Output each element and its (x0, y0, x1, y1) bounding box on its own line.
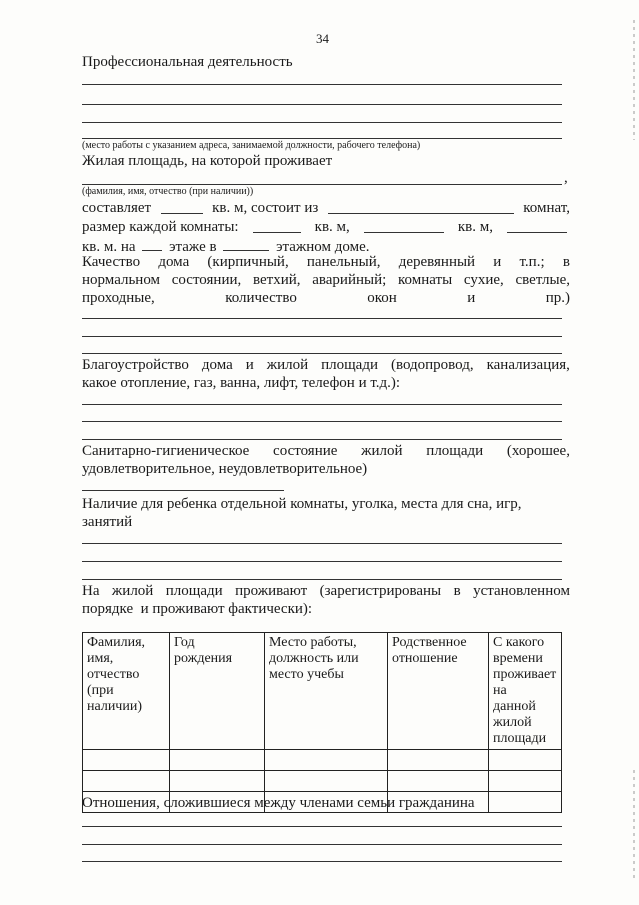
residents-table (82, 632, 562, 813)
word: окон (367, 290, 397, 306)
living-line-1 (82, 200, 570, 217)
header-fullname: Фамилия, имя, отчество (при наличии) (83, 633, 170, 750)
word: комнаты (398, 272, 453, 288)
text: кв. м, (314, 219, 350, 235)
residents-line-1 (82, 583, 570, 600)
child-line-1: Наличие для ребенка отдельной комнаты, уголка, места для сна, игр, (82, 496, 522, 512)
sanitary-line-1 (82, 443, 570, 460)
table-cell[interactable] (489, 771, 562, 792)
word: (водопровод, (390, 357, 474, 373)
table-cell[interactable] (83, 771, 170, 792)
blank-rooms[interactable] (328, 200, 514, 214)
table-row (83, 750, 562, 771)
text: кв. м, состоит из (212, 200, 319, 216)
header-since: С какого времени проживает на данной жилой площади (489, 633, 562, 750)
word: аварийный; (312, 272, 387, 288)
header-relation: Родственное отношение (388, 633, 489, 750)
word: (кирпичный, (207, 254, 289, 270)
word: дома (158, 254, 190, 270)
table-cell[interactable] (489, 750, 562, 771)
word: площади (426, 443, 484, 459)
child-line-2: занятий (82, 514, 133, 530)
table-cell[interactable] (265, 750, 388, 771)
blank-floor[interactable] (142, 237, 162, 251)
professional-title: Профессиональная деятельность (82, 54, 293, 70)
text: размер каждой комнаты: (82, 219, 239, 235)
word: состоянии, (171, 272, 242, 288)
table-cell[interactable] (388, 750, 489, 771)
word: канализация, (486, 357, 570, 373)
sanitary-line-2: удовлетворительное, неудовлетворительное) (82, 461, 368, 477)
header-workplace: Место работы, должность или место учебы (265, 633, 388, 750)
table-header-row (83, 633, 562, 750)
blank-line[interactable] (82, 826, 562, 827)
table-cell[interactable] (170, 771, 265, 792)
word: (хорошее, (506, 443, 570, 459)
blank-line[interactable] (82, 579, 562, 580)
blank-line[interactable] (82, 439, 562, 440)
word: светлые, (515, 272, 570, 288)
text: этаже в (169, 239, 217, 255)
word: жилой (111, 583, 154, 599)
word: Благоустройство (82, 357, 189, 373)
word: в (453, 583, 461, 599)
quality-line-2 (82, 272, 570, 289)
amenities-line-2: какое отопление, газ, ванна, лифт, телефон и т.д.): (82, 375, 401, 391)
text: кв. м, (457, 219, 493, 235)
word: жилой (361, 443, 403, 459)
word: и (467, 290, 476, 306)
blank-room-size[interactable] (507, 219, 567, 233)
blank-line[interactable] (82, 138, 562, 139)
blank-line[interactable] (82, 122, 562, 123)
blank-line[interactable] (82, 184, 562, 185)
blank-line[interactable] (82, 84, 562, 85)
table-row (83, 771, 562, 792)
word: Санитарно-гигиеническое (82, 443, 250, 459)
blank-line[interactable] (82, 490, 284, 491)
blank-floors-total[interactable] (223, 237, 269, 251)
residents-line-2: порядке и проживают фактически): (82, 601, 313, 617)
word: Качество (82, 254, 141, 270)
word: проходные, (82, 290, 155, 306)
blank-line[interactable] (82, 421, 562, 422)
living-comma: , (564, 170, 568, 186)
word: сухие, (463, 272, 504, 288)
word: деревянный (398, 254, 476, 270)
word: т.п.; (519, 254, 545, 270)
word: жилой (266, 357, 309, 373)
header-birth-year: Год рождения (170, 633, 265, 750)
word: (зарегистрированы (319, 583, 442, 599)
blank-line[interactable] (82, 353, 562, 354)
blank-line[interactable] (82, 861, 562, 862)
word: количество (225, 290, 297, 306)
quality-line-3 (82, 290, 570, 307)
blank-room-size[interactable] (364, 219, 444, 233)
text: этажном доме. (276, 239, 370, 255)
blank-line[interactable] (82, 543, 562, 544)
quality-line-1 (82, 254, 570, 271)
word: ветхий, (252, 272, 301, 288)
scan-edge-top (633, 20, 635, 140)
blank-line[interactable] (82, 318, 562, 319)
blank-line[interactable] (82, 336, 562, 337)
word: в (562, 254, 570, 270)
professional-caption: (место работы с указанием адреса, занимаемой должности, рабочего телефона) (82, 140, 421, 151)
table-cell[interactable] (265, 771, 388, 792)
text: комнат, (523, 200, 570, 216)
word: установленном (473, 583, 570, 599)
word: дома (201, 357, 233, 373)
living-title: Жилая площадь, на которой проживает (82, 153, 333, 169)
word: и (245, 357, 254, 373)
word: проживают (235, 583, 308, 599)
relations-title: Отношения, сложившиеся между членами семьи гражданина (82, 795, 475, 811)
blank-line[interactable] (82, 404, 562, 405)
scan-edge-bottom (633, 770, 635, 880)
blank-line[interactable] (82, 844, 562, 845)
living-caption: (фамилия, имя, отчество (при наличии)) (82, 186, 254, 197)
word: нормальном (82, 272, 161, 288)
blank-line[interactable] (82, 104, 562, 105)
blank-room-size[interactable] (253, 219, 301, 233)
table-cell[interactable] (83, 750, 170, 771)
word: состояние (273, 443, 338, 459)
blank-area[interactable] (161, 200, 203, 214)
word: панельный, (306, 254, 381, 270)
text: кв. м. на (82, 239, 136, 255)
word: На (82, 583, 100, 599)
text: составляет (82, 200, 152, 216)
table-cell[interactable] (170, 750, 265, 771)
word: площади (165, 583, 223, 599)
word: пр.) (545, 290, 570, 306)
blank-line[interactable] (82, 561, 562, 562)
page-number: 34 (316, 31, 329, 46)
word: и (493, 254, 502, 270)
table-cell[interactable] (489, 792, 562, 813)
word: площади (321, 357, 378, 373)
amenities-line-1 (82, 357, 570, 374)
table-cell[interactable] (388, 771, 489, 792)
living-line-2 (82, 219, 570, 236)
